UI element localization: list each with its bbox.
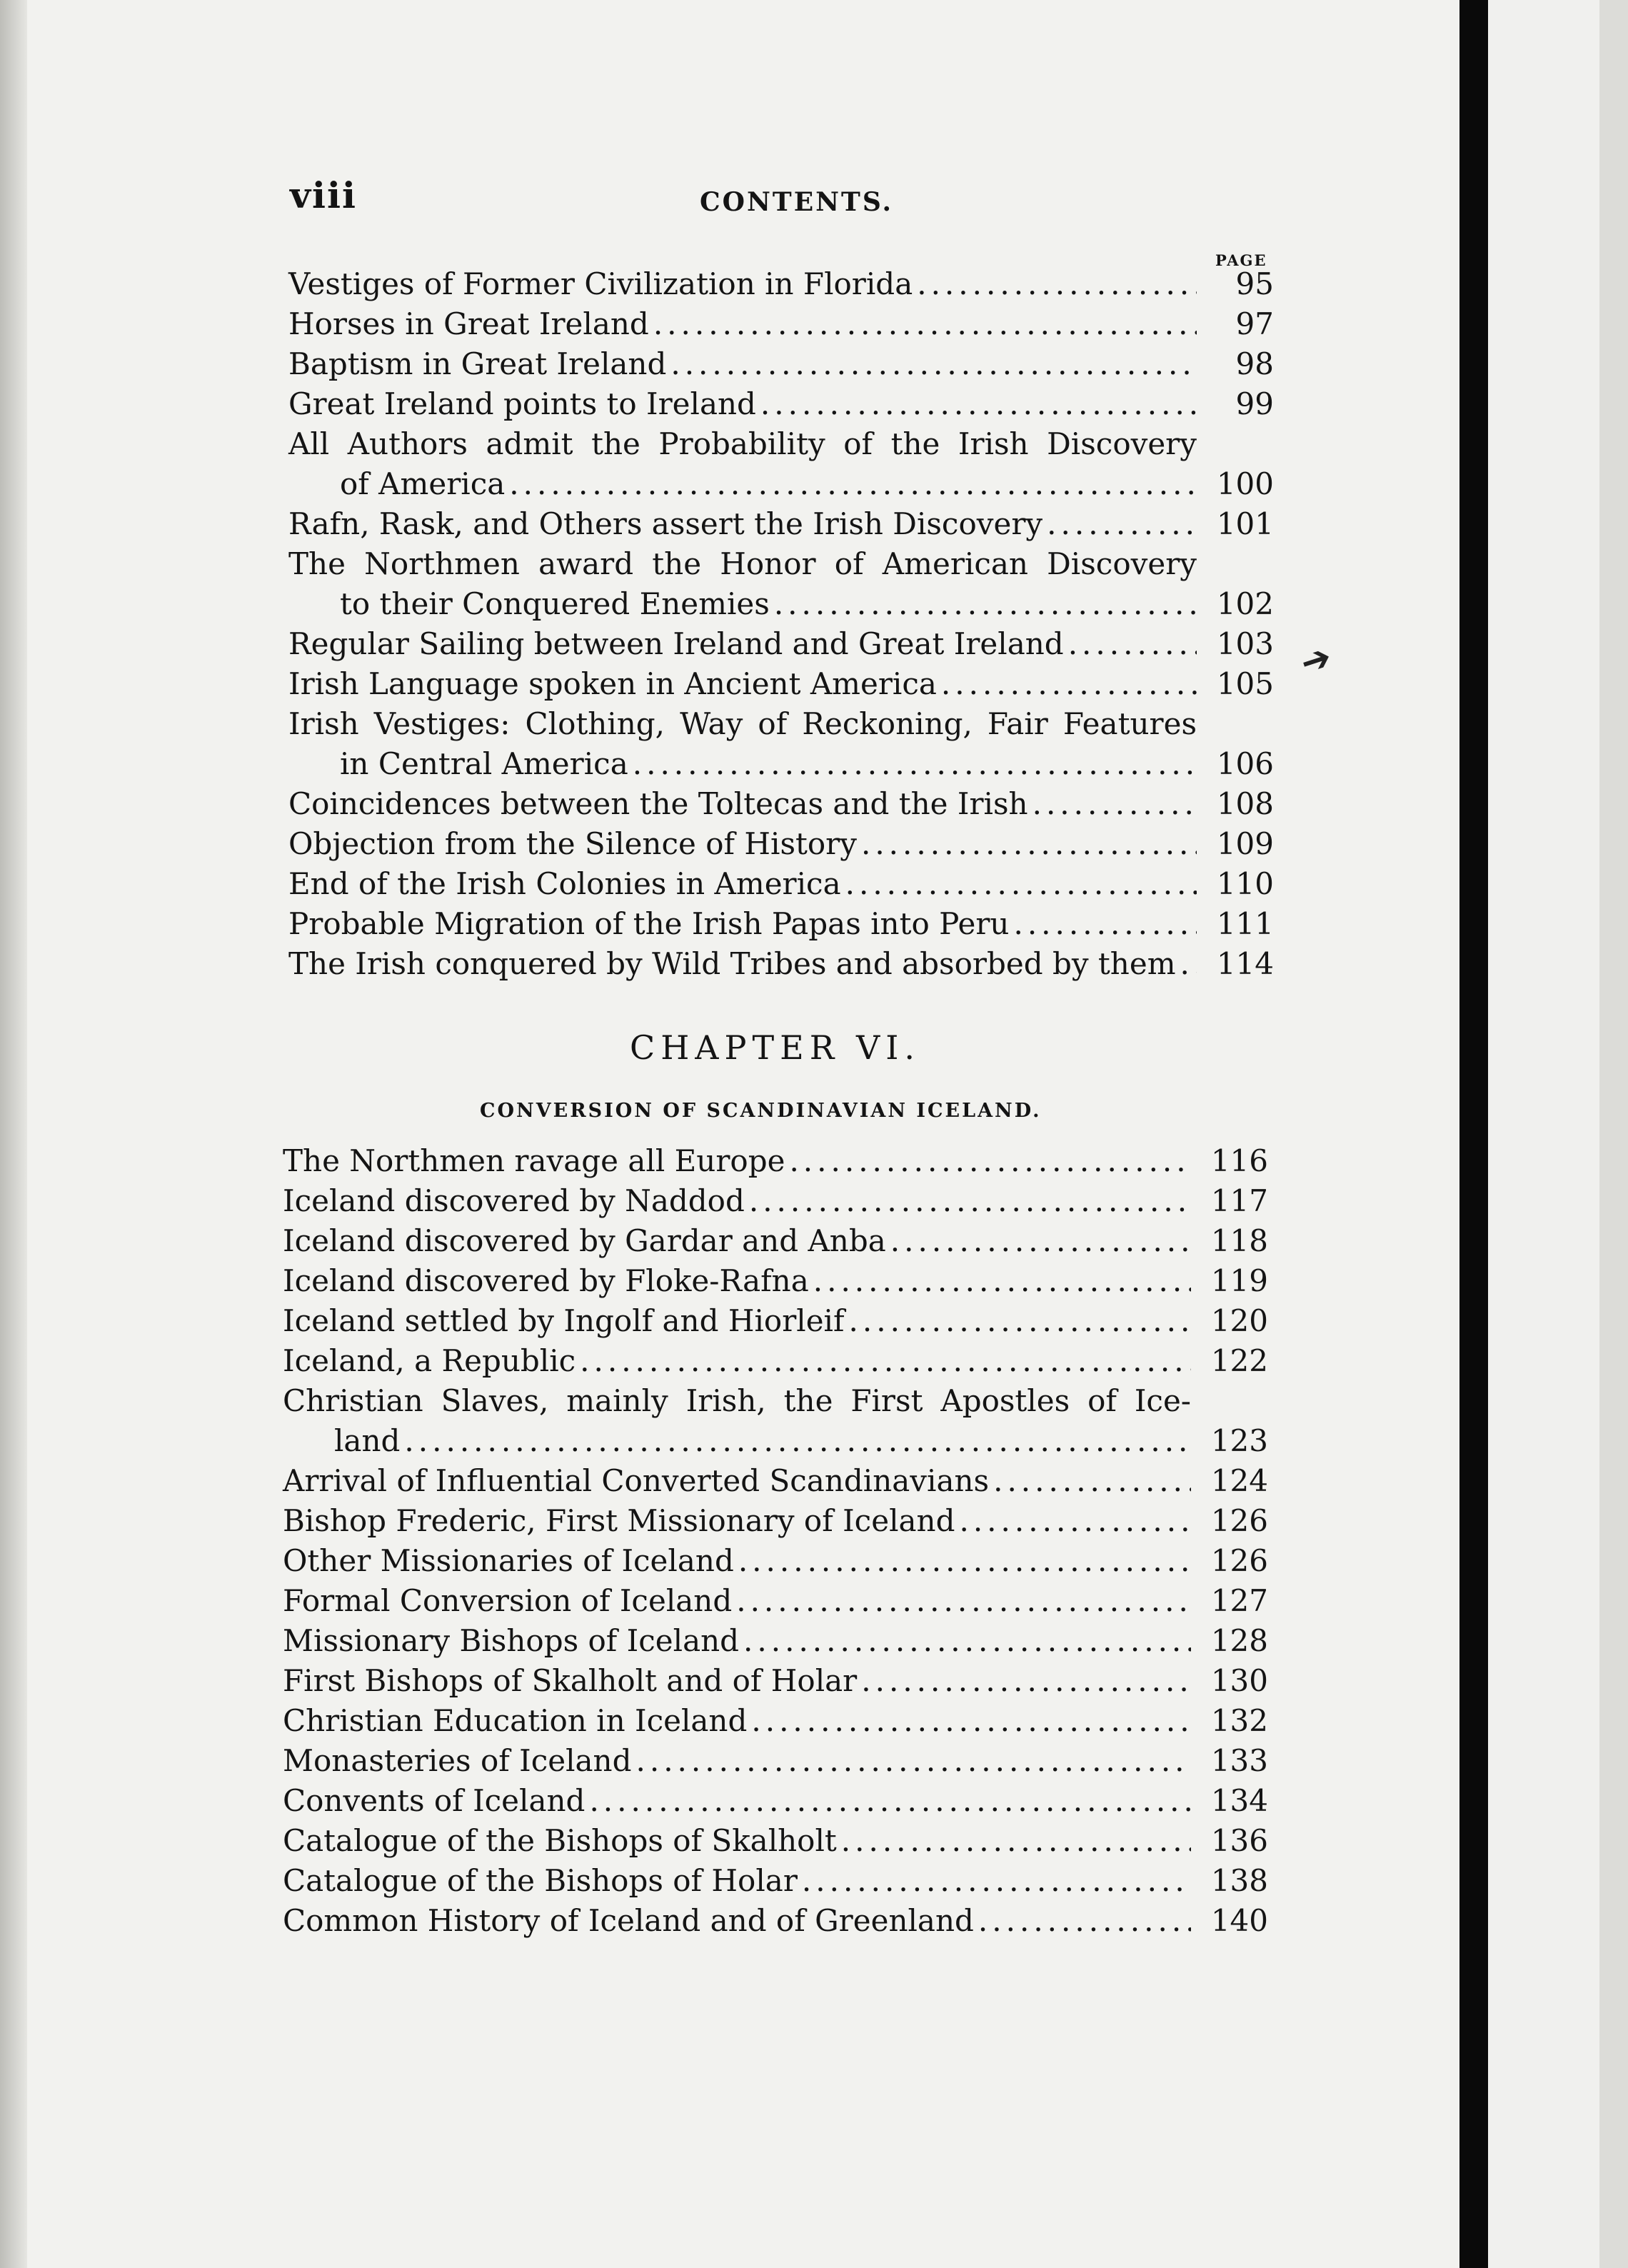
- toc-entry: [288, 344, 1274, 384]
- toc-entry-title: Great Ireland points to Ireland: [288, 386, 756, 421]
- toc-entry: [288, 944, 1274, 984]
- toc-entry-title: Formal Conversion of Iceland: [283, 1583, 733, 1618]
- toc-entry-title: Monasteries of Iceland: [283, 1743, 632, 1778]
- toc-entry-title: End of the Irish Colonies in America: [288, 866, 841, 901]
- toc-entry: [283, 1661, 1268, 1701]
- toc-entry: [283, 1821, 1268, 1861]
- leader-dots: [917, 264, 1197, 304]
- toc-entry-page: 122: [1210, 1343, 1268, 1378]
- toc-entry: [288, 904, 1274, 944]
- toc-entry-page: 98: [1235, 346, 1274, 381]
- leader-dots: [1047, 504, 1197, 544]
- toc-entry-title: The Irish conquered by Wild Tribes and absorbed by them: [288, 946, 1176, 981]
- toc-entry: [283, 1501, 1268, 1541]
- toc-entry-page: 105: [1216, 666, 1274, 701]
- toc-entry-page: 118: [1210, 1223, 1268, 1258]
- toc-entry: [288, 264, 1274, 304]
- toc-entry-page: 109: [1216, 826, 1274, 861]
- toc-entry: [288, 384, 1274, 424]
- running-title: CONTENTS.: [700, 187, 894, 217]
- book-spine-shadow: [1459, 0, 1488, 2268]
- toc-entry-page: 102: [1216, 586, 1274, 621]
- leader-dots: [1032, 784, 1197, 824]
- toc-entry: [283, 1261, 1268, 1301]
- leader-dots: [736, 1581, 1191, 1621]
- leader-dots: [760, 384, 1197, 424]
- leader-dots: [993, 1461, 1191, 1501]
- toc-entry-title-continued: of America: [340, 466, 506, 501]
- leader-dots: [849, 1301, 1191, 1341]
- leader-dots: [813, 1261, 1191, 1301]
- leader-dots: [1013, 904, 1197, 944]
- leader-dots: [890, 1221, 1191, 1261]
- toc-entry-title: Rafn, Rask, and Others assert the Irish Discovery: [288, 506, 1043, 541]
- toc-entry-title: Bishop Frederic, First Missionary of Iceland: [283, 1503, 955, 1538]
- toc-entry: [283, 1221, 1268, 1261]
- toc-entry-page: 97: [1235, 306, 1274, 341]
- toc-entry-title: First Bishops of Skalholt and of Holar: [283, 1663, 858, 1698]
- leader-dots: [751, 1701, 1191, 1741]
- pencil-mark-icon: ➔: [1295, 635, 1337, 685]
- toc-entry: [283, 1181, 1268, 1221]
- toc-entry-title: Iceland discovered by Naddod: [283, 1183, 745, 1218]
- page-edge-shadow: [0, 0, 27, 2268]
- toc-entry-title: Vestiges of Former Civilization in Florida: [288, 266, 913, 301]
- toc-entry: [283, 1741, 1268, 1781]
- leader-dots: [978, 1901, 1191, 1941]
- leader-dots: [789, 1141, 1191, 1181]
- toc-entry-title: Coincidences between the Toltecas and the Irish: [288, 786, 1028, 821]
- toc-entry: [288, 624, 1274, 664]
- toc-entry-title: The Northmen award the Honor of American Discovery: [288, 546, 1197, 581]
- toc-entry-title: Convents of Iceland: [283, 1783, 586, 1818]
- toc-entry-title: Common History of Iceland and of Greenland: [283, 1903, 974, 1938]
- toc-entry-title: Missionary Bishops of Iceland: [283, 1623, 740, 1658]
- toc-entry-page: 101: [1216, 506, 1274, 541]
- toc-entry-page: 127: [1210, 1583, 1268, 1618]
- toc-entry: [283, 1301, 1268, 1341]
- leader-dots: [653, 304, 1197, 344]
- toc-entry-page: 100: [1216, 466, 1274, 501]
- toc-entry-page: 116: [1210, 1143, 1268, 1178]
- toc-entry-page: 130: [1210, 1663, 1268, 1698]
- toc-entry: [288, 824, 1274, 864]
- toc-entry-title: Catalogue of the Bishops of Holar: [283, 1863, 798, 1898]
- toc-entry-page: 126: [1210, 1503, 1268, 1538]
- toc-entry-page: 126: [1210, 1543, 1268, 1578]
- toc-entry: [288, 864, 1274, 904]
- toc-entry-page: 108: [1216, 786, 1274, 821]
- toc-entry-title-continued: land: [334, 1423, 401, 1458]
- toc-entry: [283, 1901, 1268, 1941]
- toc-entry-page: 114: [1216, 946, 1274, 981]
- toc-entry-title: Christian Slaves, mainly Irish, the First Apostles of Ice-: [283, 1383, 1191, 1418]
- page-column-label: PAGE: [1215, 251, 1267, 269]
- toc-entry: [288, 504, 1274, 544]
- toc-entry: [283, 1621, 1268, 1661]
- toc-entry: [283, 1341, 1268, 1381]
- toc-entry-title: Iceland settled by Ingolf and Hiorleif: [283, 1303, 845, 1338]
- toc-entry: [288, 784, 1274, 824]
- toc-entry-page: 123: [1210, 1423, 1268, 1458]
- leader-dots: [1068, 624, 1197, 664]
- toc-entry: [283, 1861, 1268, 1901]
- toc-entry-page: 138: [1210, 1863, 1268, 1898]
- toc-entry: [288, 304, 1274, 344]
- toc-entry-page: 120: [1210, 1303, 1268, 1338]
- scan-border: [1599, 0, 1628, 2268]
- toc-entry: [288, 664, 1274, 704]
- leader-dots: [589, 1781, 1191, 1821]
- toc-entry-title: Catalogue of the Bishops of Skalholt: [283, 1823, 837, 1858]
- toc-entry: [288, 704, 1274, 784]
- toc-entry-title: Baptism in Great Ireland: [288, 346, 667, 381]
- leader-dots: [749, 1181, 1191, 1221]
- toc-entry-title: The Northmen ravage all Europe: [283, 1143, 785, 1178]
- chapter-title: CHAPTER VI.: [630, 1028, 921, 1067]
- chapter-subtitle: CONVERSION OF SCANDINAVIAN ICELAND.: [480, 1100, 1042, 1122]
- toc-entry-page: 136: [1210, 1823, 1268, 1858]
- toc-entry-title: Iceland, a Republic: [283, 1343, 576, 1378]
- toc-entry: [283, 1701, 1268, 1741]
- leader-dots: [743, 1621, 1191, 1661]
- leader-dots: [636, 1741, 1192, 1781]
- leader-dots: [580, 1341, 1191, 1381]
- toc-entry-title-continued: in Central America: [340, 746, 628, 781]
- toc-entry-page: 128: [1210, 1623, 1268, 1658]
- leader-dots: [1180, 944, 1197, 984]
- toc-entry-page: 133: [1210, 1743, 1268, 1778]
- leader-dots: [404, 1421, 1191, 1461]
- toc-entry-page: 111: [1216, 906, 1274, 941]
- toc-entry-page: 95: [1235, 266, 1274, 301]
- toc-entry-title: Arrival of Influential Converted Scandinavians: [283, 1463, 990, 1498]
- toc-entry-title: Irish Language spoken in Ancient America: [288, 666, 937, 701]
- leader-dots: [845, 864, 1197, 904]
- toc-entry: [283, 1381, 1268, 1461]
- toc-entry: [283, 1581, 1268, 1621]
- toc-entry-page: 110: [1216, 866, 1274, 901]
- toc-entry-page: 117: [1210, 1183, 1268, 1218]
- toc-entry-title: Iceland discovered by Gardar and Anba: [283, 1223, 886, 1258]
- toc-entry-title: Christian Education in Iceland: [283, 1703, 748, 1738]
- toc-entry-title: Other Missionaries of Iceland: [283, 1543, 734, 1578]
- toc-entry-page: 103: [1216, 626, 1274, 661]
- toc-entry: [288, 424, 1274, 504]
- toc-entry-title: Horses in Great Ireland: [288, 306, 649, 341]
- leader-dots: [941, 664, 1197, 704]
- leader-dots: [861, 824, 1197, 864]
- folio-number: viii: [290, 174, 358, 216]
- leader-dots: [633, 744, 1197, 784]
- toc-entry-page: 140: [1210, 1903, 1268, 1938]
- leader-dots: [738, 1541, 1191, 1581]
- toc-entry-title: Objection from the Silence of History: [288, 826, 857, 861]
- leader-dots: [509, 464, 1197, 504]
- toc-entry-title-continued: to their Conquered Enemies: [340, 586, 770, 621]
- leader-dots: [841, 1821, 1191, 1861]
- toc-entry-title: Probable Migration of the Irish Papas into Peru: [288, 906, 1010, 941]
- toc-entry-title: Irish Vestiges: Clothing, Way of Reckoning, Fair Features: [288, 706, 1197, 741]
- toc-entry-title: Iceland discovered by Floke-Rafna: [283, 1263, 809, 1298]
- toc-entry: [283, 1141, 1268, 1181]
- toc-entry: [283, 1781, 1268, 1821]
- toc-entry: [283, 1461, 1268, 1501]
- toc-entry-page: 106: [1216, 746, 1274, 781]
- toc-entry: [288, 544, 1274, 624]
- leader-dots: [861, 1661, 1191, 1701]
- leader-dots: [774, 584, 1197, 624]
- toc-entry-page: 99: [1235, 386, 1274, 421]
- toc-entry-page: 132: [1210, 1703, 1268, 1738]
- toc-entry-page: 124: [1210, 1463, 1268, 1498]
- leader-dots: [959, 1501, 1191, 1541]
- toc-entry-title: Regular Sailing between Ireland and Great Ireland: [288, 626, 1064, 661]
- toc-entry: [283, 1541, 1268, 1581]
- leader-dots: [670, 344, 1197, 384]
- toc-entry-page: 119: [1210, 1263, 1268, 1298]
- toc-entry-page: 134: [1210, 1783, 1268, 1818]
- toc-entry-title: All Authors admit the Probability of the Irish Discovery: [288, 426, 1197, 461]
- leader-dots: [802, 1861, 1191, 1901]
